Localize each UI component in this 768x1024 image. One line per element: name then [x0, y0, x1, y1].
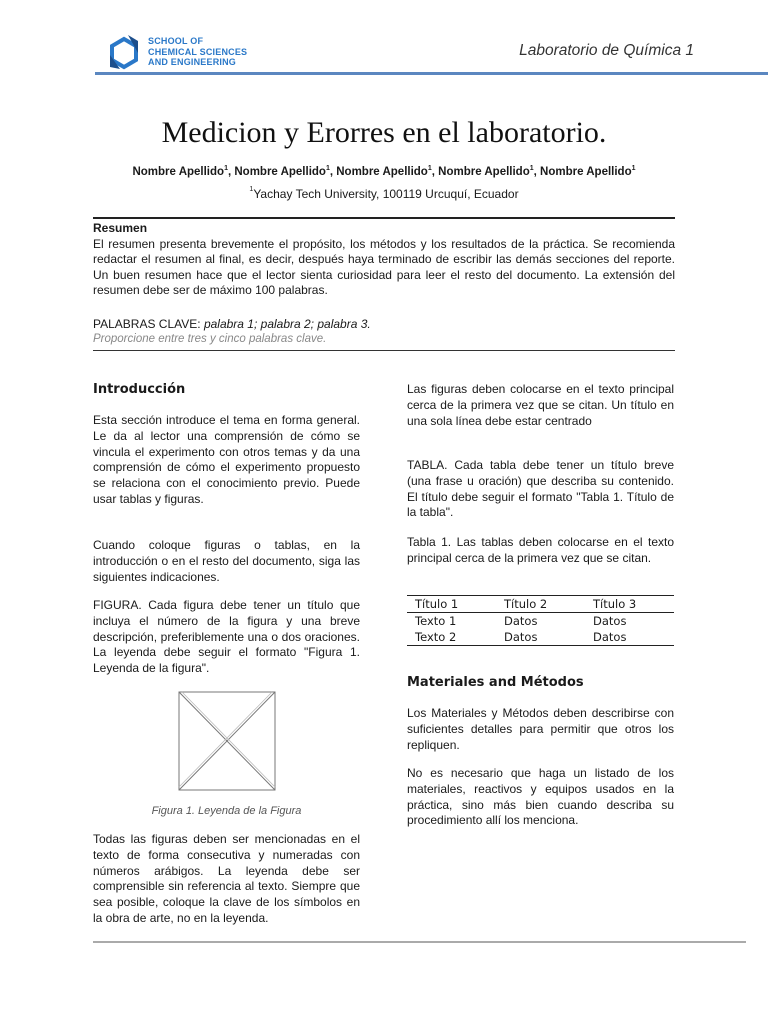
author-superscript: 1 [529, 165, 534, 172]
table-header-cell: Título 1 [407, 596, 496, 613]
data-table [407, 595, 674, 646]
table-caption: Tabla 1. Las tablas deben colocarse en el texto principal cerca de la primera vez que se citan. [407, 535, 674, 565]
figure-placeholder-icon [178, 691, 276, 791]
abstract-heading: Resumen [93, 221, 148, 235]
author-superscript: 1 [325, 165, 330, 172]
author-name: Nombre Apellido [540, 166, 632, 178]
table-cell: Datos [496, 629, 585, 646]
keywords-line [93, 317, 371, 331]
logo-text [148, 36, 247, 68]
author-name: Nombre Apellido [234, 166, 326, 178]
table-cell: Datos [585, 629, 674, 646]
abstract-body: El resumen presenta brevemente el propósito, los métodos y los resultados de la práctica. Se recomienda redactar el resumen al final, es decir, después haya terminado de escribir las demás secciones del reporte. Un buen resumen hace que el lector sienta curiosidad para leer el resto del documento. La extensión del resumen debe ser de máximo 100 palabras. [93, 237, 675, 297]
footer-divider [93, 941, 746, 943]
author-name: Nombre Apellido [132, 166, 225, 178]
author-name: Nombre Apellido [336, 166, 428, 178]
abstract-top-rule [93, 217, 675, 219]
table-cell: Texto 2 [407, 629, 496, 646]
logo-line: AND ENGINEERING [148, 57, 237, 67]
right-paragraph-table-rule: TABLA. Cada tabla debe tener un título breve (una frase u oración) que describa su contenido. El título debe seguir el formato "Tabla 1. Título de la tabla". [407, 458, 674, 520]
author-superscript: 1 [631, 165, 636, 172]
table-cell: Texto 1 [415, 614, 457, 628]
school-logo-icon [106, 33, 142, 73]
abstract-bottom-rule [93, 350, 675, 351]
intro-paragraph-4: Todas las figuras deben ser mencionadas en el texto de forma consecutiva y numeradas con números arábigos. La leyenda debe ser comprensible sin referencia al texto. Siempre que sea posible, coloque la clave de los símbolos en la obra de arte, no en la leyenda. [93, 832, 360, 925]
author-list: Nombre Apellido$^1$, Nombre Apellido$^1$, Nombre Apellido$^1$, Nombre Apellido$^1$, Nombre Apellido$^1$ [132, 165, 636, 178]
table-row [407, 629, 674, 646]
table-header-cell: Título 3 [585, 596, 674, 613]
table-cell: Datos [504, 614, 538, 628]
logo-line: SCHOOL OF [148, 36, 204, 46]
header-lab-title: Laboratorio de Química 1 [519, 42, 694, 59]
table-cell: Datos [593, 614, 627, 628]
affiliation-text: Yachay Tech University, 100119 Urcuquí, Ecuador [253, 187, 519, 201]
author-superscript: 1 [224, 165, 228, 172]
methods-paragraph-2: No es necesario que haga un listado de los materiales, reactivos y equipos usados en la práctica, sino más bien cuando describa su procedimiento allí los menciona. [407, 766, 674, 828]
table-header-row [407, 596, 674, 613]
keywords-label: PALABRAS CLAVE: [93, 317, 204, 331]
figure-caption: Figura 1. Leyenda de la Figura [151, 805, 302, 817]
intro-paragraph-2: Cuando coloque figuras o tablas, en la introducción o en el resto del documento, siga las siguientes indicaciones. [93, 538, 360, 584]
author-superscript: 1 [427, 165, 432, 172]
table-row [407, 613, 674, 630]
methods-paragraph-1: Los Materiales y Métodos deben describirse con suficientes detalles para permitir que otros los repliquen. [407, 706, 674, 752]
author-name: Nombre Apellido [438, 166, 530, 178]
intro-heading: Introducción [93, 382, 186, 397]
keywords-value: palabra 1; palabra 2; palabra 3. [203, 317, 371, 331]
methods-heading: Materiales and Métodos [407, 675, 584, 690]
intro-paragraph-1: Esta sección introduce el tema en forma general. Le da al lector una comprensión de cómo se vincula el experimento con otros temas y da una comprensión de cómo el experimento propuesto se relaciona con el conocimiento previo. Puede usar tablas y figuras. [93, 413, 360, 506]
table-header-cell: Título 2 [496, 596, 585, 613]
affiliation-superscript: 1 [249, 186, 254, 193]
right-paragraph-1: Las figuras deben colocarse en el texto principal cerca de la primera vez que se citan. Un título en una sola línea debe estar centrado [407, 382, 674, 428]
intro-paragraph-figure: FIGURA. Cada figura debe tener un título que incluya el número de la figura y una breve descripción, preferiblemente una o dos oraciones. La leyenda debe seguir el formato "Figura 1. Leyenda de la figura". [93, 598, 360, 676]
header-divider [95, 72, 768, 75]
affiliation [0, 187, 768, 201]
keywords-note: Proporcione entre tres y cinco palabras clave. [93, 333, 327, 345]
document-title: Medicion y Erorres en el laboratorio. [161, 116, 607, 149]
logo-line: CHEMICAL SCIENCES [148, 46, 248, 57]
